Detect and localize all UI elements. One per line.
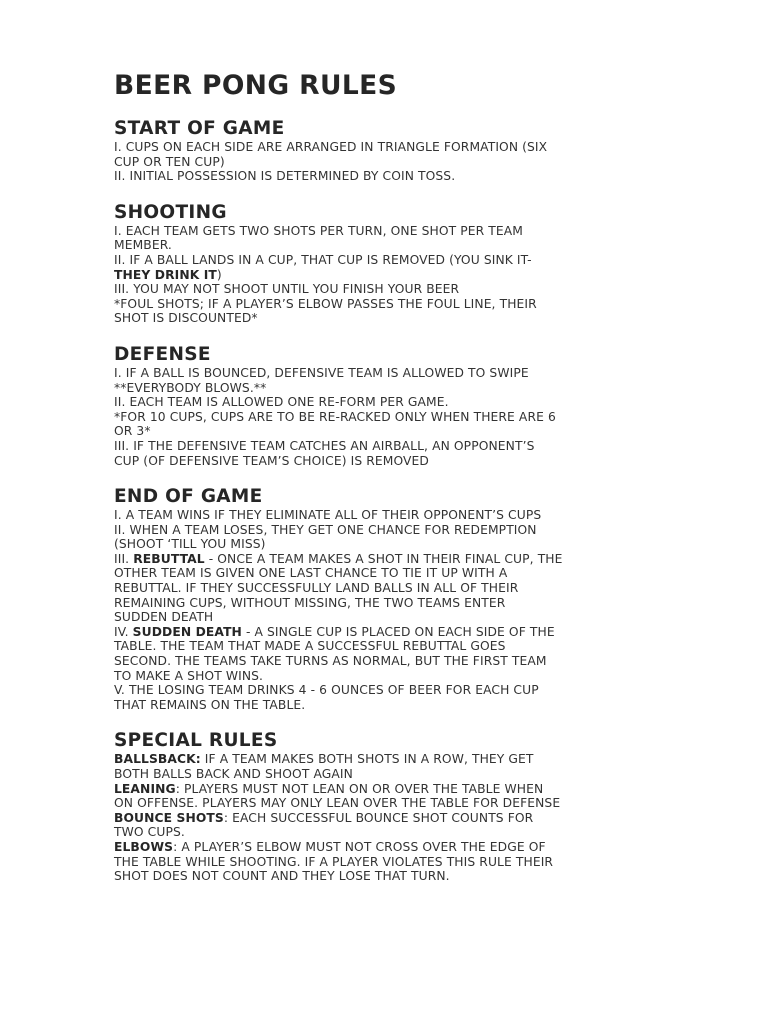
rule-text: III. — [114, 551, 134, 566]
rule-line: **EVERYBODY BLOWS.** — [114, 380, 267, 395]
rule-line: III. YOU MAY NOT SHOOT UNTIL YOU FINISH YOUR BEER — [114, 282, 460, 297]
rule-line: SECOND. THE TEAMS TAKE TURNS AS NORMAL, BUT THE FIRST TEAM — [114, 654, 547, 669]
rule-line: REBUTTAL. IF THEY SUCCESSFULLY LAND BALLS IN ALL OF THEIR — [114, 581, 519, 596]
document-body — [114, 68, 659, 902]
rule-line — [114, 552, 659, 567]
rule-line: THE TABLE WHILE SHOOTING. IF A PLAYER VIOLATES THIS RULE THEIR — [114, 854, 554, 869]
rule-line: II. WHEN A TEAM LOSES, THEY GET ONE CHANCE FOR REDEMPTION — [114, 522, 537, 537]
rule-text: - A SINGLE CUP IS PLACED ON EACH SIDE OF THE — [241, 624, 555, 639]
emphasis-text: SUDDEN DEATH — [132, 624, 242, 639]
section-heading: DEFENSE — [114, 343, 211, 365]
emphasis-text: BOUNCE SHOTS — [114, 810, 224, 825]
rule-line: II. INITIAL POSSESSION IS DETERMINED BY COIN TOSS. — [114, 169, 456, 184]
rule-line — [114, 782, 659, 797]
emphasis-text: BALLSBACK: — [114, 752, 201, 767]
rule-line: THAT REMAINS ON THE TABLE. — [114, 697, 306, 712]
rule-line: MEMBER. — [114, 238, 172, 253]
rule-line — [114, 811, 659, 826]
rule-line: *FOR 10 CUPS, CUPS ARE TO BE RE-RACKED ONLY WHEN THERE ARE 6 — [114, 409, 556, 424]
rule-line: BOTH BALLS BACK AND SHOOT AGAIN — [114, 767, 353, 781]
rule-line: II. IF A BALL LANDS IN A CUP, THAT CUP IS REMOVED (YOU SINK IT- — [114, 252, 532, 267]
rule-line: REMAINING CUPS, WITHOUT MISSING, THE TWO TEAMS ENTER — [114, 595, 506, 610]
rule-text: IF A TEAM MAKES BOTH SHOTS IN A ROW, THEY GET — [200, 752, 534, 767]
rule-text: ) — [216, 267, 222, 282]
section-start-of-game — [114, 118, 659, 184]
section-heading: SPECIAL RULES — [114, 730, 278, 752]
rule-line: I. A TEAM WINS IF THEY ELIMINATE ALL OF THEIR OPPONENT’S CUPS — [114, 508, 542, 523]
rule-line: CUP (OF DEFENSIVE TEAM’S CHOICE) IS REMOVED — [114, 453, 429, 468]
rule-line: V. THE LOSING TEAM DRINKS 4 - 6 OUNCES OF BEER FOR EACH CUP — [114, 683, 539, 698]
rule-line: II. EACH TEAM IS ALLOWED ONE RE-FORM PER GAME. — [114, 395, 449, 410]
rule-line: SHOT DOES NOT COUNT AND THEY LOSE THAT TURN. — [114, 869, 450, 884]
emphasis-text: LEANING — [114, 781, 176, 796]
rule-line — [114, 752, 659, 767]
rule-line: CUP OR TEN CUP) — [114, 154, 225, 169]
rule-line — [114, 840, 659, 855]
rule-line: OR 3* — [114, 424, 151, 439]
rule-text: : PLAYERS MUST NOT LEAN ON OR OVER THE TABLE WHEN — [175, 781, 544, 796]
section-end-of-game — [114, 486, 659, 712]
rule-line: *FOUL SHOTS; IF A PLAYER’S ELBOW PASSES THE FOUL LINE, THEIR — [114, 296, 537, 311]
section-heading: END OF GAME — [114, 486, 263, 508]
rule-line: SHOT IS DISCOUNTED* — [114, 311, 258, 326]
rule-text: : A PLAYER’S ELBOW MUST NOT CROSS OVER THE EDGE OF — [173, 839, 546, 854]
rule-line — [114, 268, 659, 283]
section-heading: START OF GAME — [114, 118, 285, 139]
section-defense — [114, 344, 659, 468]
rule-line — [114, 625, 659, 640]
section-special-rules — [114, 730, 659, 883]
rule-line: (SHOOT ‘TILL YOU MISS) — [114, 537, 266, 552]
rule-line: OTHER TEAM IS GIVEN ONE LAST CHANCE TO TIE IT UP WITH A — [114, 566, 508, 581]
rule-line: TWO CUPS. — [114, 825, 185, 840]
rule-text: : EACH SUCCESSFUL BOUNCE SHOT COUNTS FOR — [223, 810, 534, 825]
rule-line: I. IF A BALL IS BOUNCED, DEFENSIVE TEAM IS ALLOWED TO SWIPE — [114, 365, 529, 380]
emphasis-text: REBUTTAL — [133, 551, 205, 566]
rule-text: - ONCE A TEAM MAKES A SHOT IN THEIR FINAL CUP, THE — [204, 551, 563, 566]
rule-line: ON OFFENSE. PLAYERS MAY ONLY LEAN OVER THE TABLE FOR DEFENSE — [114, 796, 561, 811]
rule-line: III. IF THE DEFENSIVE TEAM CATCHES AN AIRBALL, AN OPPONENT’S — [114, 438, 535, 453]
rule-line: SUDDEN DEATH — [114, 610, 214, 625]
rule-line: TO MAKE A SHOT WINS. — [114, 668, 264, 683]
emphasis-text: THEY DRINK IT — [114, 267, 217, 282]
rule-line: I. CUPS ON EACH SIDE ARE ARRANGED IN TRIANGLE FORMATION (SIX — [114, 140, 548, 154]
emphasis-text: ELBOWS — [114, 839, 174, 854]
rule-line: I. EACH TEAM GETS TWO SHOTS PER TURN, ONE SHOT PER TEAM — [114, 223, 523, 238]
section-shooting — [114, 202, 659, 326]
rule-text: IV. — [114, 624, 133, 639]
rule-line: TABLE. THE TEAM THAT MADE A SUCCESSFUL REBUTTAL GOES — [114, 639, 506, 654]
section-heading: SHOOTING — [114, 201, 227, 223]
document-title: BEER PONG RULES — [114, 70, 398, 101]
